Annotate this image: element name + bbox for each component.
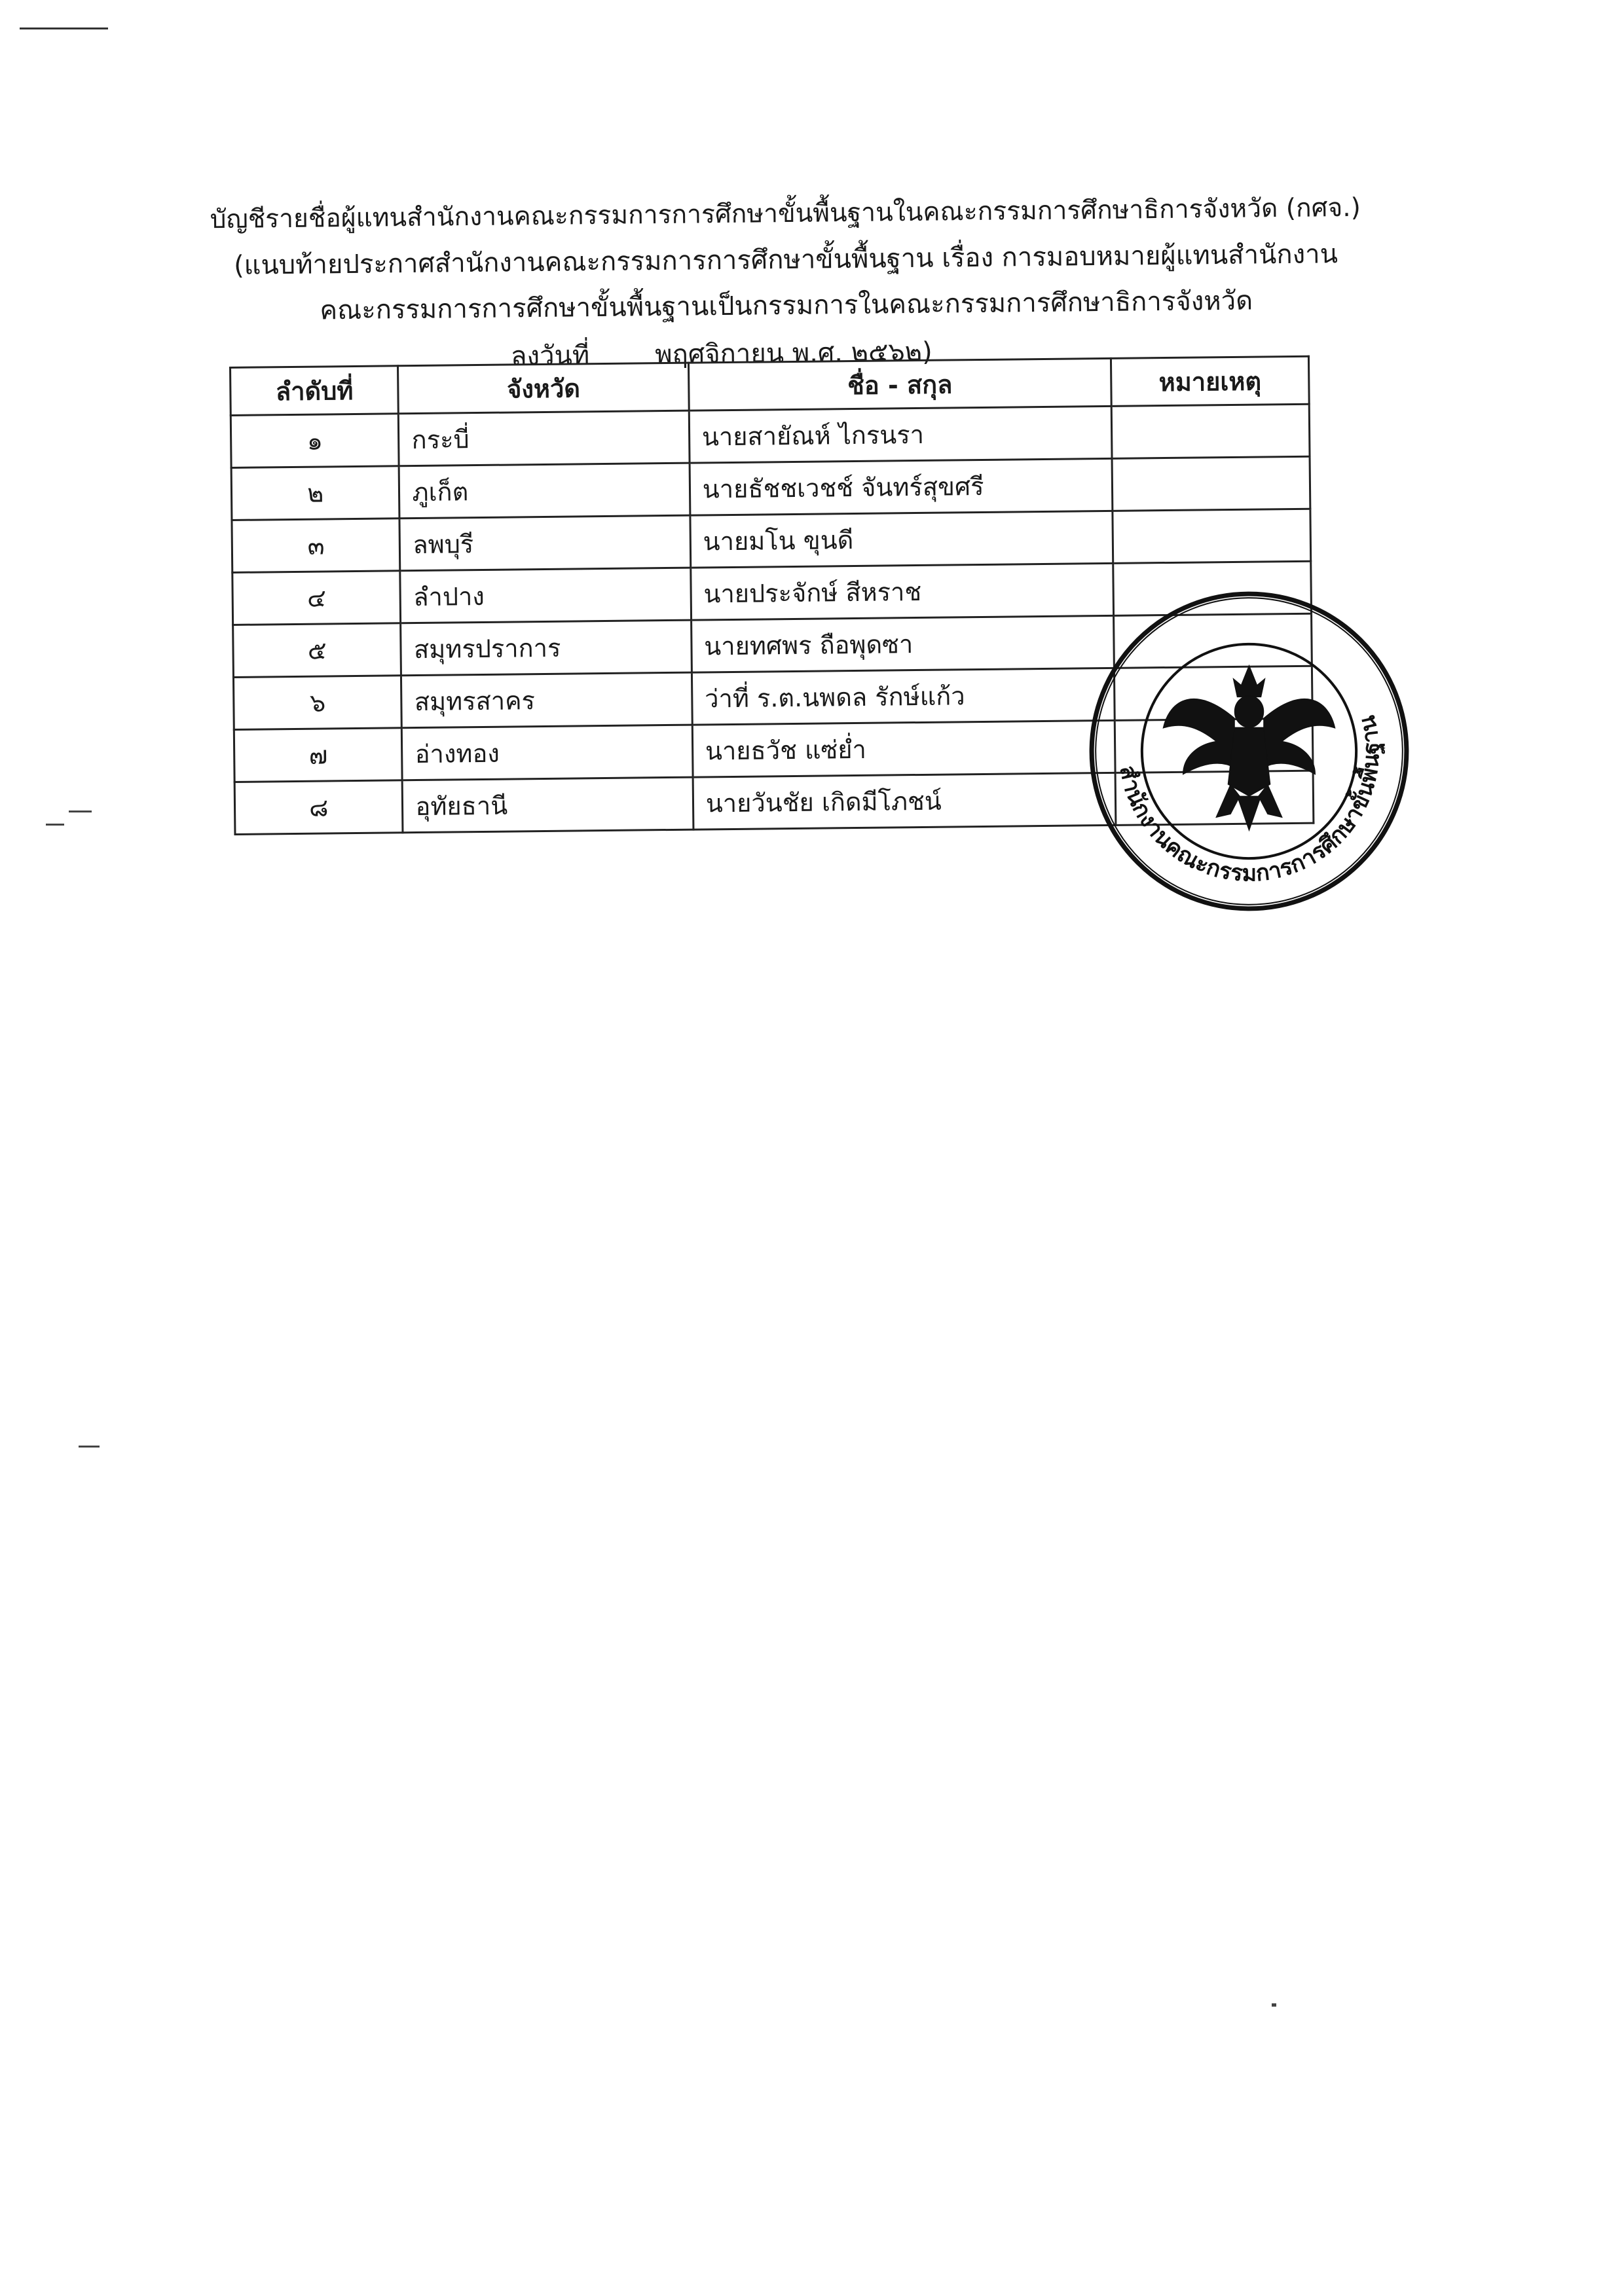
row-no: ๖ (233, 676, 401, 730)
seal-text: สำนักงานคณะกรรมการการศึกษาขั้นพื้นฐาน (1114, 713, 1385, 887)
row-province: ภูเก็ต (399, 463, 690, 519)
document-heading (163, 185, 1409, 335)
header-name: ชื่อ - สกุล (688, 358, 1111, 410)
date-label: ลงวันที่ (510, 340, 590, 372)
scan-speck (79, 1446, 100, 1448)
row-name: นายประจักษ์ สีหราช (691, 563, 1114, 620)
scan-speck (46, 824, 64, 826)
row-name: นายธัชชเวชช์ จันทร์สุขศรี (690, 458, 1113, 515)
header-no: ลำดับที่ (231, 366, 399, 416)
row-no: ๘ (234, 780, 403, 835)
row-no: ๒ (231, 466, 399, 520)
heading-line-3: คณะกรรมการการศึกษาขั้นพื้นฐานเป็นกรรมการในคณะกรรมการศึกษาธิการจังหวัด (320, 285, 1253, 326)
row-no: ๕ (233, 623, 401, 678)
row-name: ว่าที่ ร.ต.นพดล รักษ์แก้ว (692, 668, 1115, 725)
row-province: ลำปาง (400, 568, 691, 623)
row-name: นายวันชัย เกิดมีโภชน์ (693, 773, 1116, 829)
scan-speck (69, 811, 92, 812)
scan-speck (1272, 2003, 1276, 2007)
corner-mark (20, 27, 108, 29)
row-province: อุทัยธานี (403, 777, 693, 833)
official-seal (1084, 586, 1414, 917)
row-province: อ่างทอง (402, 725, 693, 780)
garuda-emblem-icon (1163, 665, 1335, 830)
row-province: สมุทรสาคร (401, 672, 692, 728)
heading-line-2: (แนบท้ายประกาศสำนักงานคณะกรรมการการศึกษาขั้นพื้นฐาน เรื่อง การมอบหมายผู้แทนสำนักงาน (233, 239, 1338, 281)
row-note (1112, 456, 1310, 511)
row-name: นายสายัณห์ ไกรนรา (689, 406, 1112, 463)
header-note: หมายเหตุ (1111, 356, 1309, 406)
row-province: ลพบุรี (399, 515, 690, 571)
row-note (1113, 509, 1311, 563)
heading-line-1: บัญชีรายชื่อผู้แทนสำนักงานคณะกรรมการการศึกษาขั้นพื้นฐานในคณะกรรมการศึกษาธิการจังหวัด (กศจ.) (210, 192, 1361, 235)
row-name: นายธวัช แซ่ย่ำ (692, 720, 1115, 777)
row-note (1111, 404, 1310, 458)
row-province: สมุทรปราการ (401, 620, 692, 676)
header-province: จังหวัด (398, 363, 689, 414)
row-name: นายทศพร ถือพุดซา (691, 615, 1114, 672)
row-province: กระบี่ (399, 410, 690, 466)
date-value: พฤศจิกายน พ.ศ. ๒๕๖๒) (654, 337, 932, 371)
row-no: ๔ (232, 571, 401, 625)
row-no: ๓ (232, 519, 400, 573)
row-no: ๑ (231, 414, 399, 468)
row-name: นายมโน ขุนดี (690, 511, 1113, 568)
row-no: ๗ (234, 728, 402, 782)
